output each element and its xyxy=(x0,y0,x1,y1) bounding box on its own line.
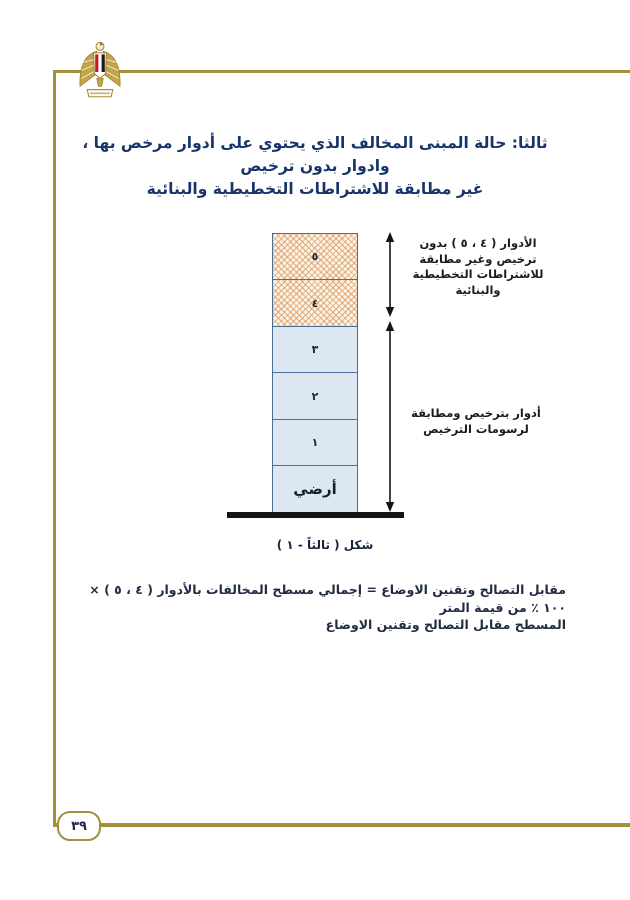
egypt-eagle-emblem-icon xyxy=(76,38,124,106)
floor-5-label: ٥ xyxy=(311,250,319,264)
page-number: ٣٩ xyxy=(71,818,87,834)
page-number-badge xyxy=(57,811,101,841)
figure-caption: شكل ( ثالثاً - ١ ) xyxy=(276,538,374,552)
floor-3 xyxy=(272,326,358,374)
floor-2-label: ٢ xyxy=(311,389,319,403)
floor-ground xyxy=(272,465,358,513)
label-licensed-line1: أدوار بترخيص ومطابقة xyxy=(411,406,541,420)
floor-4 xyxy=(272,279,358,327)
label-unlicensed-line4: والبنائية xyxy=(455,282,501,297)
floor-2 xyxy=(272,372,358,420)
formula-paragraph xyxy=(64,581,566,634)
frame-left-line xyxy=(53,70,56,827)
floor-ground-label: أرضي xyxy=(293,480,337,499)
label-licensed-floors xyxy=(398,406,554,437)
floor-1 xyxy=(272,419,358,467)
section-heading-line2: غير مطابقة للاشتراطات التخطيطية والبنائية xyxy=(146,180,484,198)
floor-4-label: ٤ xyxy=(311,296,319,310)
ground-line xyxy=(227,512,404,518)
frame-bottom-line xyxy=(53,823,630,827)
label-unlicensed-floors xyxy=(398,236,558,298)
frame-top-line xyxy=(53,70,630,73)
formula-line2: المسطح مقابل التصالح وتقنين الاوضاع xyxy=(325,617,566,632)
floor-3-label: ٣ xyxy=(311,343,319,357)
label-licensed-line2: لرسومات الترخيص xyxy=(423,421,529,436)
formula-line1: مقابل التصالح وتقنين الاوضاع = إجمالي مسطح المخالفات بالأدوار ( ٤ ، ٥ ) × ١٠٠ ٪ من قيمة المتر xyxy=(89,582,566,615)
floor-5 xyxy=(272,233,358,281)
dimension-arrows xyxy=(381,230,399,516)
section-heading xyxy=(60,132,570,201)
label-unlicensed-line2: ترخيص وغير مطابقة xyxy=(419,251,537,266)
label-unlicensed-line3: للاشتراطات التخطيطية xyxy=(412,267,544,281)
label-unlicensed-line1: الأدوار ( ٤ ، ٥ ) بدون xyxy=(419,236,537,250)
section-heading-line1: ثالثا: حالة المبنى المخالف الذي يحتوي على أدوار مرخص بها ، وادوار بدون ترخيص xyxy=(82,134,548,175)
building-diagram xyxy=(272,233,358,513)
floor-1-label: ١ xyxy=(311,436,319,450)
